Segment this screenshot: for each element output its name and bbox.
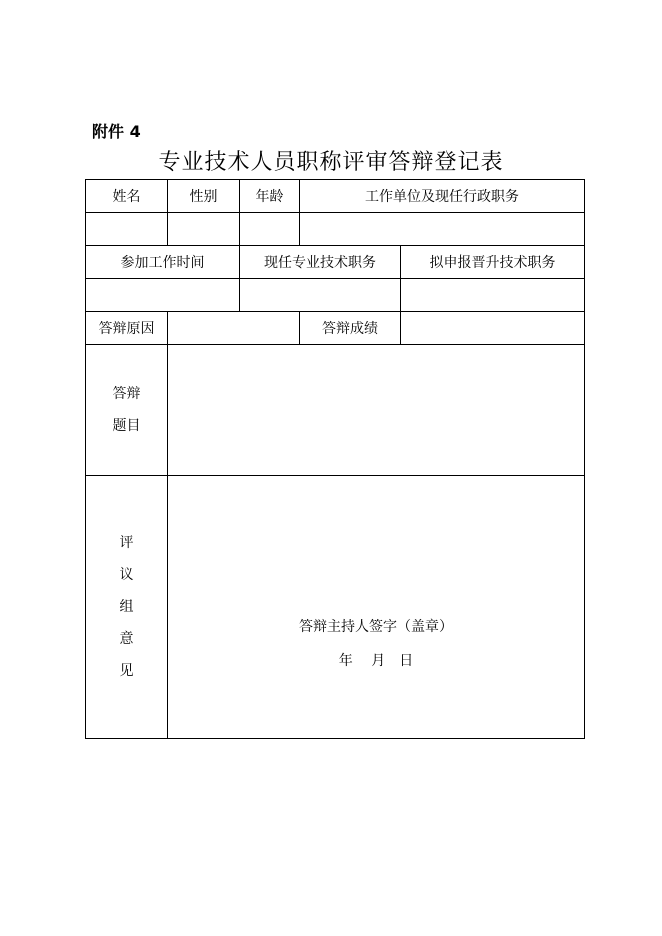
current-title-cell[interactable]	[240, 279, 401, 312]
table-row	[86, 312, 585, 345]
topic-label	[86, 345, 168, 476]
name-header: 姓名	[86, 180, 168, 213]
topic-label-line: 题目	[112, 418, 141, 434]
table-row	[86, 476, 585, 739]
panel-label-char: 评	[119, 535, 134, 551]
panel-opinion-label	[86, 476, 168, 739]
proposed-title-cell[interactable]	[401, 279, 585, 312]
gender-header: 性别	[168, 180, 240, 213]
current-title-header: 现任专业技术职务	[240, 246, 401, 279]
proposed-title-header: 拟申报晋升技术职务	[401, 246, 585, 279]
gender-cell[interactable]	[168, 213, 240, 246]
panel-label-char: 组	[119, 599, 134, 615]
signature-line: 答辩主持人签字（盖章）	[299, 619, 453, 635]
topic-cell[interactable]	[168, 345, 585, 476]
form-title: 专业技术人员职称评审答辩登记表	[158, 150, 504, 175]
panel-label-char: 议	[119, 567, 134, 583]
defense-reason-header: 答辩原因	[86, 312, 168, 345]
registration-form-table	[85, 179, 585, 739]
signature-block	[168, 610, 584, 678]
age-cell[interactable]	[240, 213, 300, 246]
table-row	[86, 246, 585, 279]
defense-score-cell[interactable]	[401, 312, 585, 345]
defense-reason-cell[interactable]	[168, 312, 300, 345]
start-work-time-cell[interactable]	[86, 279, 240, 312]
attachment-label: 附件 4	[92, 122, 141, 141]
panel-label-char: 意	[119, 631, 134, 647]
date-line: 年 月 日	[338, 653, 414, 669]
work-unit-header: 工作单位及现任行政职务	[300, 180, 585, 213]
panel-opinion-cell[interactable]	[168, 476, 585, 739]
table-row	[86, 279, 585, 312]
work-unit-cell[interactable]	[300, 213, 585, 246]
panel-label-char: 见	[119, 663, 134, 679]
age-header: 年龄	[240, 180, 300, 213]
start-work-time-header: 参加工作时间	[86, 246, 240, 279]
name-cell[interactable]	[86, 213, 168, 246]
topic-label-line: 答辩	[112, 386, 141, 402]
table-row	[86, 345, 585, 476]
defense-score-header: 答辩成绩	[300, 312, 401, 345]
table-row	[86, 180, 585, 213]
table-row	[86, 213, 585, 246]
